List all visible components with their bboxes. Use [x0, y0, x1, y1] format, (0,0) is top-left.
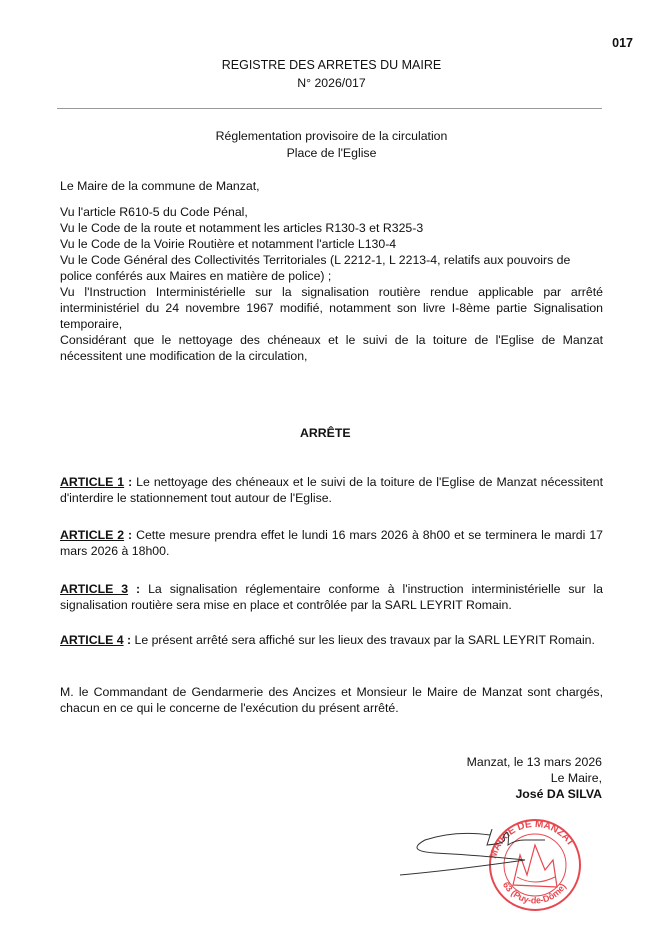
- article-label: ARTICLE 1: [60, 475, 125, 489]
- svg-text:63 (Puy-de-Dôme): 63 (Puy-de-Dôme): [500, 880, 569, 906]
- visa-item: Vu l'article R610-5 du Code Pénal,: [60, 205, 248, 219]
- signature-block: [467, 754, 602, 802]
- article-text: Le nettoyage des chéneaux et le suivi de la toiture de l'Eglise de Manzat nécessitent d'interdire le stationnement tout autour de l'Eglise.: [60, 475, 603, 505]
- preamble-intro: Le Maire de la commune de Manzat,: [60, 179, 260, 193]
- article-1: [60, 474, 603, 506]
- article-sep: :: [123, 633, 135, 647]
- article-2: [60, 527, 603, 559]
- visa-item: Considérant que le nettoyage des chéneaux et le suivi de la toiture de l'Eglise de Manzat nécessitent une modification de la circulation,: [60, 333, 603, 363]
- page-number: 017: [612, 36, 633, 50]
- register-title: REGISTRE DES ARRETES DU MAIRE: [221, 58, 442, 72]
- article-3: [60, 581, 603, 613]
- stamp-and-signature: [395, 815, 595, 920]
- decision-heading: ARRÊTE: [300, 426, 351, 440]
- decree-number: N° 2026/017: [297, 76, 366, 90]
- article-sep: :: [124, 475, 137, 489]
- signer-role: Le Maire,: [550, 771, 602, 785]
- article-label: ARTICLE 3: [60, 582, 129, 596]
- signer-name: José DA SILVA: [515, 787, 602, 801]
- subject-line-2: Place de l'Eglise: [286, 146, 377, 160]
- article-text: Le présent arrêté sera affiché sur les lieux des travaux par la SARL LEYRIT Romain.: [134, 633, 595, 647]
- article-sep: :: [124, 528, 137, 542]
- article-label: ARTICLE 4: [60, 633, 124, 647]
- article-sep: :: [128, 582, 149, 596]
- header-divider: [57, 108, 602, 109]
- article-text: Cette mesure prendra effet le lundi 16 mars 2026 à 8h00 et se terminera le mardi 17 mars 2026 à 18h00.: [60, 528, 603, 558]
- subject-line-1: Réglementation provisoire de la circulation: [215, 129, 448, 143]
- official-stamp: [488, 819, 580, 910]
- article-text: La signalisation réglementaire conforme à l'instruction interministérielle sur la signalisation routière sera mise en place et contrôlée par la SARL LEYRIT Romain.: [60, 582, 603, 612]
- article-4: [60, 632, 603, 648]
- closing-paragraph: M. le Commandant de Gendarmerie des Ancizes et Monsieur le Maire de Manzat sont chargés, chacun en ce qui le concerne de l'exécution du présent arrêté.: [60, 685, 603, 715]
- svg-text:MAIRIE DE MANZAT: MAIRIE DE MANZAT: [487, 818, 577, 860]
- visa-item: Vu le Code de la route et notamment les articles R130-3 et R325-3: [60, 221, 424, 235]
- place-date: Manzat, le 13 mars 2026: [466, 755, 602, 769]
- visas-list: [60, 204, 603, 364]
- visa-item: Vu l'Instruction Interministérielle sur la signalisation routière rendue applicable par arrêté interministériel du 24 novembre 1967 modifié, notamment son livre I-8ème partie Signalisation temporaire,: [60, 285, 603, 331]
- article-label: ARTICLE 2: [60, 528, 125, 542]
- visa-item: Vu le Code Général des Collectivités Territoriales (L 2212-1, L 2213-4, relatifs aux pouvoirs de police conférés aux Maires en matière de police) ;: [60, 253, 571, 283]
- visa-item: Vu le Code de la Voirie Routière et notamment l'article L130-4: [60, 237, 397, 251]
